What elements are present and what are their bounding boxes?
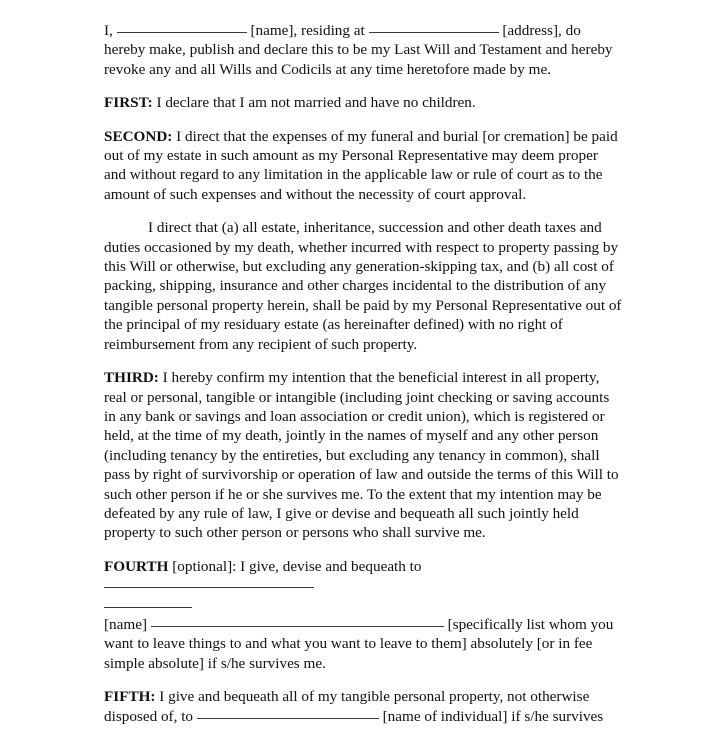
opening-text-after-address: [address], do hereby make, publish and declare this to be my Last Will and Testament and hereby revoke any and all Wills and Codicils at any time heretofore made by me. [104, 22, 613, 78]
clause-lead-fifth: FIFTH: [104, 688, 156, 706]
opening-text-before-name: I, [104, 22, 117, 39]
fourth-name-label: [name] [104, 615, 151, 633]
clause-text-fifth-before-rule: disposed of, to [104, 707, 197, 725]
clause-lead-third: THIRD: [104, 369, 159, 387]
clause-lead-fourth: FOURTH [104, 557, 169, 575]
paragraph-fifth [104, 687, 622, 726]
clause-lead-first: FIRST: [104, 94, 153, 112]
paragraph-first [104, 93, 622, 112]
paragraph-third [104, 368, 622, 543]
clause-text-first: I declare that I am not married and have no children. [152, 94, 476, 112]
clause-text-fifth-line1: I give and bequeath all of my tangible personal property, not otherwise [155, 688, 590, 706]
name-fill-in-rule[interactable] [117, 32, 247, 33]
clause-text-fourth-after-list: [specifically list whom you want to leave things to and what you want to leave to them] absolutely [or in fee simple absolute] if s/he survives me. [104, 615, 614, 672]
clause-text-fourth-line1: I give, devise and bequeath to [236, 557, 422, 575]
paragraph-fourth [104, 557, 622, 673]
opening-text-after-name: [name], residing at [246, 22, 369, 39]
paragraph-opening [104, 21, 622, 79]
clause-text-second-continued: I direct that (a) all estate, inheritance, succession and other death taxes and duties occasioned by my death, whether incurred with respect to property passing by this Will or otherwise, but excluding any generation-skipping tax, and (b) all cost of packing, shipping, insurance and other charges incidental to the distribution of any tangible personal property herein, shall be paid by my Personal Representative out of the principal of my residuary estate (as hereinafter defined) with no right of reimbursement from any recipient of such property. [104, 219, 622, 353]
bequeath-to-fill-in-rule[interactable] [104, 587, 314, 588]
clause-text-second: I direct that the expenses of my funeral and burial [or cremation] be paid out of my estate in such amount as my Personal Representative may deem proper and without regard to any limitation in the applicable law or rule of court as to the amount of such expenses and without the necessity of court approval. [104, 127, 618, 203]
clause-lead-second: SECOND: [104, 127, 173, 145]
paragraph-second-continued [104, 218, 622, 354]
clause-lead-fourth-optional: [optional]: [168, 557, 237, 575]
bequest-list-fill-in-rule[interactable] [151, 626, 444, 627]
address-fill-in-rule[interactable] [369, 32, 499, 33]
document-body [104, 21, 622, 740]
clause-text-third: I hereby confirm my intention that the beneficial interest in all property, real or personal, tangible or intangible (including joint checking or saving accounts in any bank or savings and loan association or credit union), which is registered or held, at the time of my death, jointly in the names of myself and any other person (including tenancy by the entireties, but excluding any tenancy in common), shall pass by right of survivorship or operation of law and outside the terms of this Will to such other person if he or she survives me. To the extent that my intention may be defeated by any rule of law, I give or devise and bequeath all such jointly held property to such other person or persons who shall survive me. [104, 369, 619, 542]
clause-text-fifth-after-rule: [name of individual] if s/he survives [378, 707, 604, 725]
bequeath-to-fill-in-rule-continued[interactable] [104, 607, 192, 608]
fifth-name-fill-in-rule[interactable] [197, 718, 379, 719]
paragraph-second [104, 127, 622, 205]
